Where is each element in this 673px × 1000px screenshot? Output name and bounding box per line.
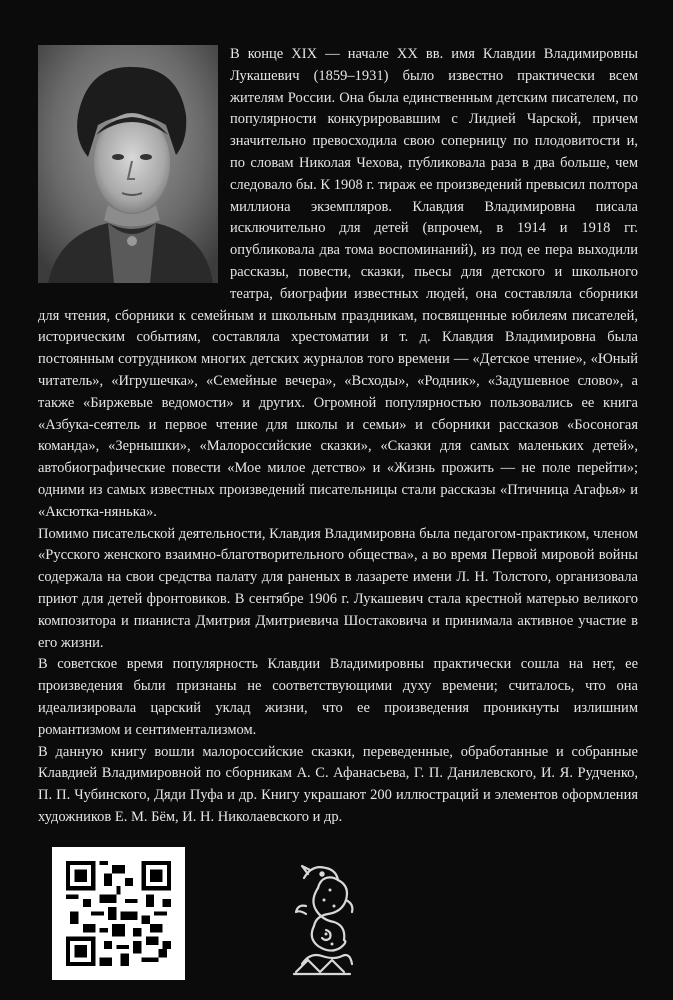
author-biography <box>38 44 638 829</box>
bio-paragraph-3: В советское время популярность Клавдии Владимировны практически сошла на нет, ее произведения были признаны не соответствующими духу времени; считалось, что она идеализировала царский уклад жизни, что ее произведения проникнуты излишним романтизмом и сентиментализмом. <box>38 656 638 738</box>
bio-paragraph-2: Помимо писательской деятельности, Клавдия Владимировна была педагогом-практиком, членом «Русского женского взаимно-благотворительного общества», а во время Первой мировой войны содержала на свои средства палату для раненых в лазарете имени Л. Н. Толстого, организовала приют для детей фронтовиков. В сентябре 1906 г. Лукашевич стала крестной матерью великого композитора и пианиста Дмитрия Дмитриевича Шостаковича и принимала активное участие в его жизни. <box>38 525 638 651</box>
publisher-logo <box>286 860 358 978</box>
bio-paragraph-1: В конце XIX — начале XX вв. имя Клавдии Владимировны Лукашевич (1859–1931) было известно практически всем жителям России. Она была единственным детским писателем, по популярности конкурировавшим с Лидией Чарской, причем значительно превосходила свою соперницу по плодовитости и, по словам Николая Чехова, публиковала раза в два больше, чем следовало бы. К 1908 г. тираж ее произведений превысил полтора миллиона экземпляров. Клавдия Владимировна писала исключительно для детей (впрочем, в 1914 и 1918 гг. опубликовала два тома воспоминаний), из под ее пера выходили рассказы, повести, сказки, пьесы для детского и школьного театра, биографии известных людей, она составляла сборники для чтения, сборники к семейным и школьным праздникам, посвященные юбилеям писателей, историческим событиям, составляла хрестоматии и т. д. Клавдия Владимировна была постоянным сотрудником многих детских журналов того времени — «Детское чтение», «Юный читатель», «Игрушечка», «Семейные вечера», «Всходы», «Родник», «Задушевное слово», а также «Биржевые ведомости» и других. Огромной популярностью пользовались ее книга «Азбука-сеятель и первое чтение для школы и семьи» и сборники рассказов «Босоногая команда», «Зернышки», «Малороссийские сказки», «Сказки для самых маленьких детей», автобиографические повести «Мое милое детство» и «Жизнь прожить — не поле перейти»; одними из самых известных произведений писательницы стали рассказы «Птичница Агафья» и «Аксютка-нянька». <box>38 46 638 520</box>
dragon-ornament-icon <box>286 860 358 978</box>
portrait-spacer <box>38 44 230 294</box>
bio-paragraph-4: В данную книгу вошли малороссийские сказки, переведенные, обработанные и собранные Клавдией Владимировной по сборникам А. С. Афанасьева, Г. П. Данилевского, И. Я. Рудченко, П. П. Чубинского, Дяди Пуфа и др. Книгу украшают 200 иллюстраций и элементов оформления художников Е. М. Бём, И. Н. Николаевского и др. <box>38 743 638 825</box>
qr-code <box>52 847 185 980</box>
qr-code-icon <box>66 861 171 966</box>
